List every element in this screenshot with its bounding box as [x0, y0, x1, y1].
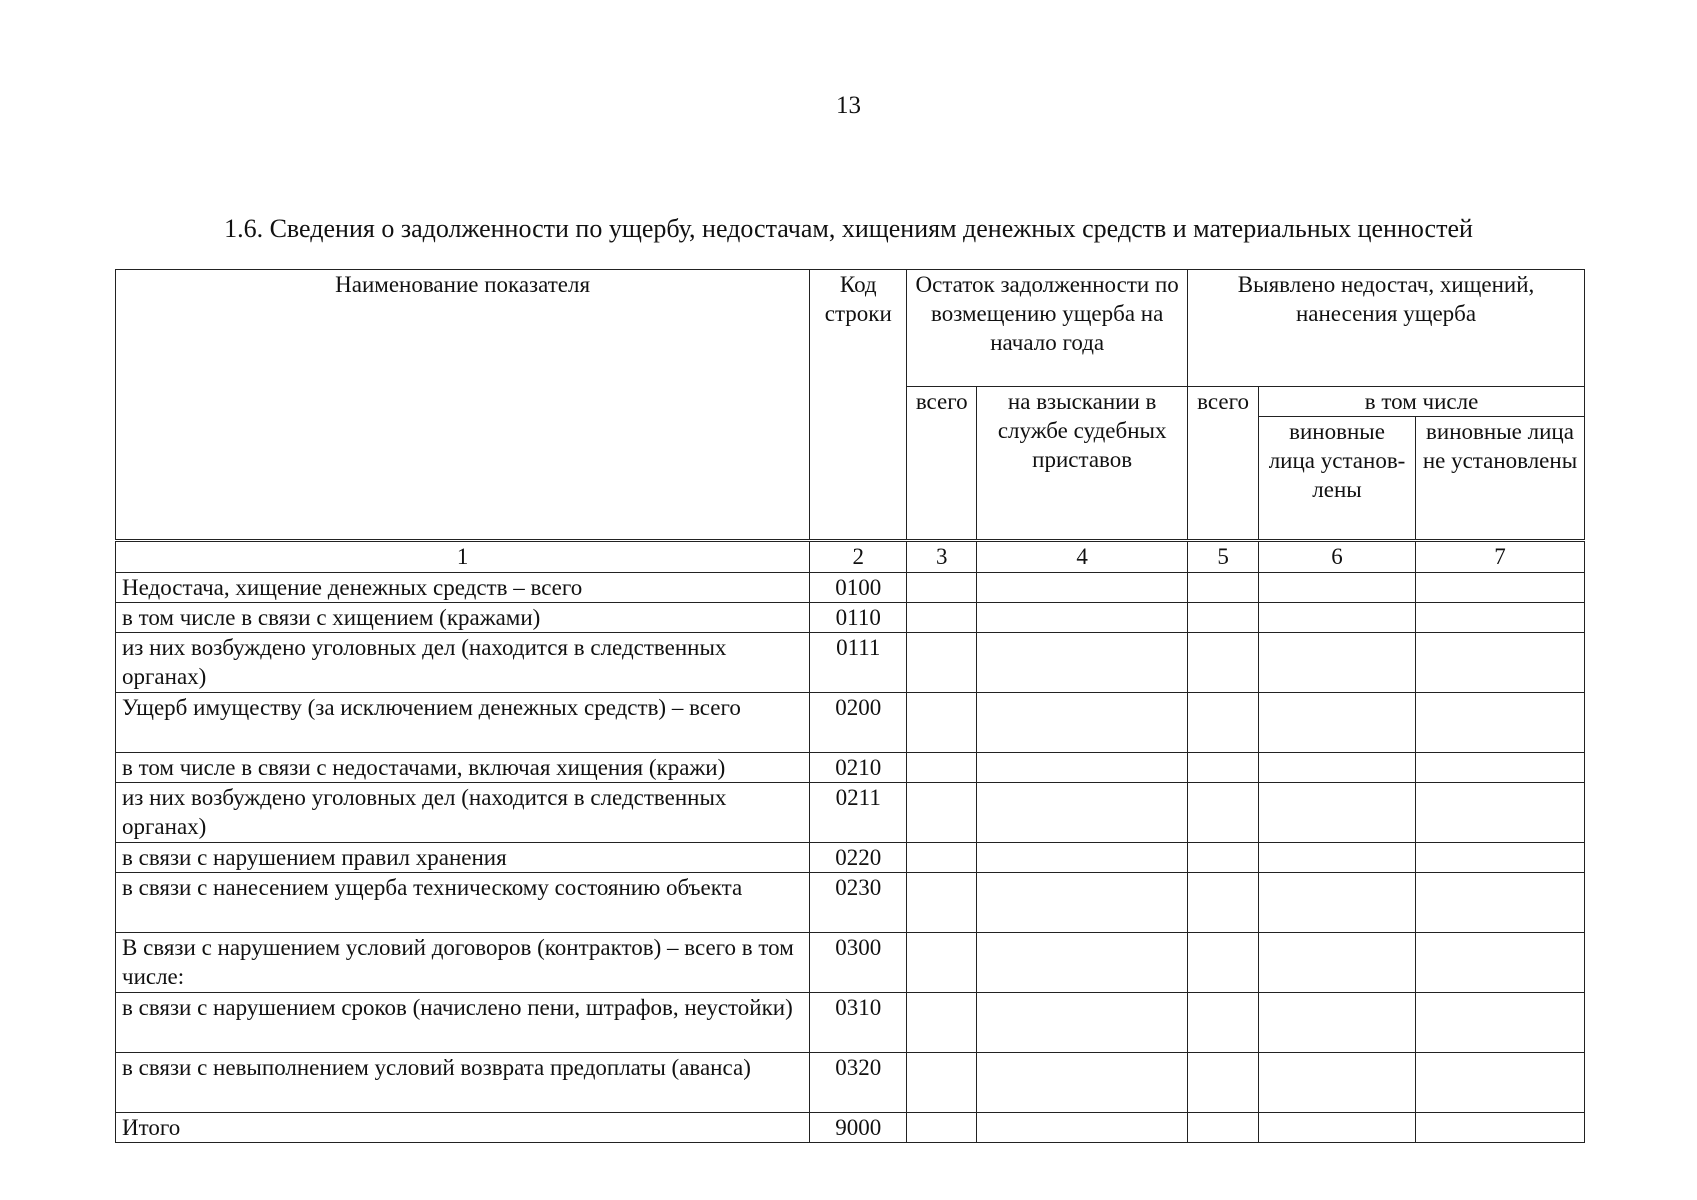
row-code: 0110: [810, 603, 907, 633]
row-name: Итого: [116, 1113, 810, 1143]
column-number: 5: [1188, 541, 1259, 573]
empty-cell: [1415, 1053, 1584, 1113]
empty-cell: [907, 1053, 977, 1113]
table-row: [116, 783, 1585, 843]
empty-cell: [1188, 933, 1259, 993]
table-row: [116, 693, 1585, 753]
row-code: 0300: [810, 933, 907, 993]
empty-cell: [907, 573, 977, 603]
empty-cell: [907, 783, 977, 843]
empty-cell: [907, 693, 977, 753]
empty-cell: [1415, 603, 1584, 633]
empty-cell: [1415, 693, 1584, 753]
empty-cell: [1188, 693, 1259, 753]
empty-cell: [1188, 1113, 1259, 1143]
empty-cell: [1259, 633, 1416, 693]
empty-cell: [1188, 753, 1259, 783]
empty-cell: [1259, 993, 1416, 1053]
table-row: [116, 1053, 1585, 1113]
empty-cell: [1259, 1053, 1416, 1113]
row-code: 0230: [810, 873, 907, 933]
column-number: 1: [116, 541, 810, 573]
empty-cell: [1259, 603, 1416, 633]
header-balance-total: всего: [907, 387, 977, 541]
empty-cell: [1415, 633, 1584, 693]
row-code: 0320: [810, 1053, 907, 1113]
row-name: в связи с нарушением сроков (начислено пени, штрафов, неустойки): [116, 993, 810, 1053]
header-balance-bailiff: на взыскании в службе судебных приставов: [977, 387, 1188, 541]
empty-cell: [1259, 933, 1416, 993]
column-numbers-row: [116, 541, 1585, 573]
row-code: 0211: [810, 783, 907, 843]
empty-cell: [1415, 753, 1584, 783]
empty-cell: [977, 843, 1188, 873]
row-name: в связи с нарушением правил хранения: [116, 843, 810, 873]
empty-cell: [1188, 993, 1259, 1053]
empty-cell: [1415, 873, 1584, 933]
table-row-total: [116, 1113, 1585, 1143]
page-number: 13: [836, 92, 861, 119]
row-name: в том числе в связи с недостачами, включая хищения (кражи): [116, 753, 810, 783]
empty-cell: [1415, 573, 1584, 603]
empty-cell: [907, 993, 977, 1053]
row-name: Ущерб имуществу (за исключением денежных средств) – всего: [116, 693, 810, 753]
empty-cell: [907, 933, 977, 993]
row-name: Недостача, хищение денежных средств – всего: [116, 573, 810, 603]
row-name: В связи с нарушением условий договоров (контрактов) – всего в том числе:: [116, 933, 810, 993]
empty-cell: [1259, 693, 1416, 753]
row-code: 0200: [810, 693, 907, 753]
table-row: [116, 993, 1585, 1053]
empty-cell: [977, 1053, 1188, 1113]
empty-cell: [1259, 843, 1416, 873]
empty-cell: [1188, 783, 1259, 843]
empty-cell: [907, 633, 977, 693]
empty-cell: [1415, 993, 1584, 1053]
empty-cell: [1259, 783, 1416, 843]
empty-cell: [907, 753, 977, 783]
empty-cell: [977, 573, 1188, 603]
column-number: 2: [810, 541, 907, 573]
row-code: 9000: [810, 1113, 907, 1143]
column-number: 7: [1415, 541, 1584, 573]
row-name: в связи с невыполнением условий возврата предоплаты (аванса): [116, 1053, 810, 1113]
header-found-total: всего: [1188, 387, 1259, 541]
empty-cell: [1415, 843, 1584, 873]
row-name: из них возбуждено уголовных дел (находится в следственных органах): [116, 783, 810, 843]
empty-cell: [907, 1113, 977, 1143]
column-number: 3: [907, 541, 977, 573]
row-code: 0210: [810, 753, 907, 783]
table-row: [116, 933, 1585, 993]
empty-cell: [977, 783, 1188, 843]
empty-cell: [1259, 1113, 1416, 1143]
row-name: из них возбуждено уголовных дел (находится в следственных органах): [116, 633, 810, 693]
column-number: 6: [1259, 541, 1416, 573]
table-row: [116, 633, 1585, 693]
column-number: 4: [977, 541, 1188, 573]
table-row: [116, 603, 1585, 633]
header-name: Наименование показателя: [116, 270, 810, 541]
row-code: 0310: [810, 993, 907, 1053]
empty-cell: [1188, 603, 1259, 633]
empty-cell: [977, 1113, 1188, 1143]
table-row: [116, 873, 1585, 933]
header-found-group: Выявлено недостач, хищений, нанесения ущерба: [1188, 270, 1585, 387]
empty-cell: [907, 873, 977, 933]
row-name: в том числе в связи с хищением (кражами): [116, 603, 810, 633]
empty-cell: [1259, 873, 1416, 933]
empty-cell: [977, 603, 1188, 633]
empty-cell: [1259, 753, 1416, 783]
empty-cell: [977, 933, 1188, 993]
empty-cell: [907, 603, 977, 633]
header-balance-group: Остаток задолженности по возмещению ущерба на начало года: [907, 270, 1188, 387]
row-code: 0111: [810, 633, 907, 693]
empty-cell: [1259, 573, 1416, 603]
table-row: [116, 843, 1585, 873]
empty-cell: [1415, 1113, 1584, 1143]
header-code: Код строки: [810, 270, 907, 541]
section-title: 1.6. Сведения о задолженности по ущербу, недостачам, хищениям денежных средств и материальных ценностей: [224, 214, 1473, 243]
header-culprits-not-found: виновные лица не установлены: [1415, 417, 1584, 541]
empty-cell: [1188, 633, 1259, 693]
empty-cell: [1188, 1053, 1259, 1113]
empty-cell: [1415, 783, 1584, 843]
row-code: 0100: [810, 573, 907, 603]
header-culprits-found: виновные лица установ-лены: [1259, 417, 1416, 541]
empty-cell: [977, 873, 1188, 933]
empty-cell: [977, 993, 1188, 1053]
empty-cell: [977, 693, 1188, 753]
row-name: в связи с нанесением ущерба техническому состоянию объекта: [116, 873, 810, 933]
empty-cell: [1188, 873, 1259, 933]
row-code: 0220: [810, 843, 907, 873]
table-row: [116, 573, 1585, 603]
table-row: [116, 753, 1585, 783]
empty-cell: [1188, 843, 1259, 873]
empty-cell: [907, 843, 977, 873]
empty-cell: [1188, 573, 1259, 603]
header-including: в том числе: [1259, 387, 1585, 417]
empty-cell: [1415, 933, 1584, 993]
empty-cell: [977, 633, 1188, 693]
debt-table: [115, 269, 1585, 1143]
empty-cell: [977, 753, 1188, 783]
